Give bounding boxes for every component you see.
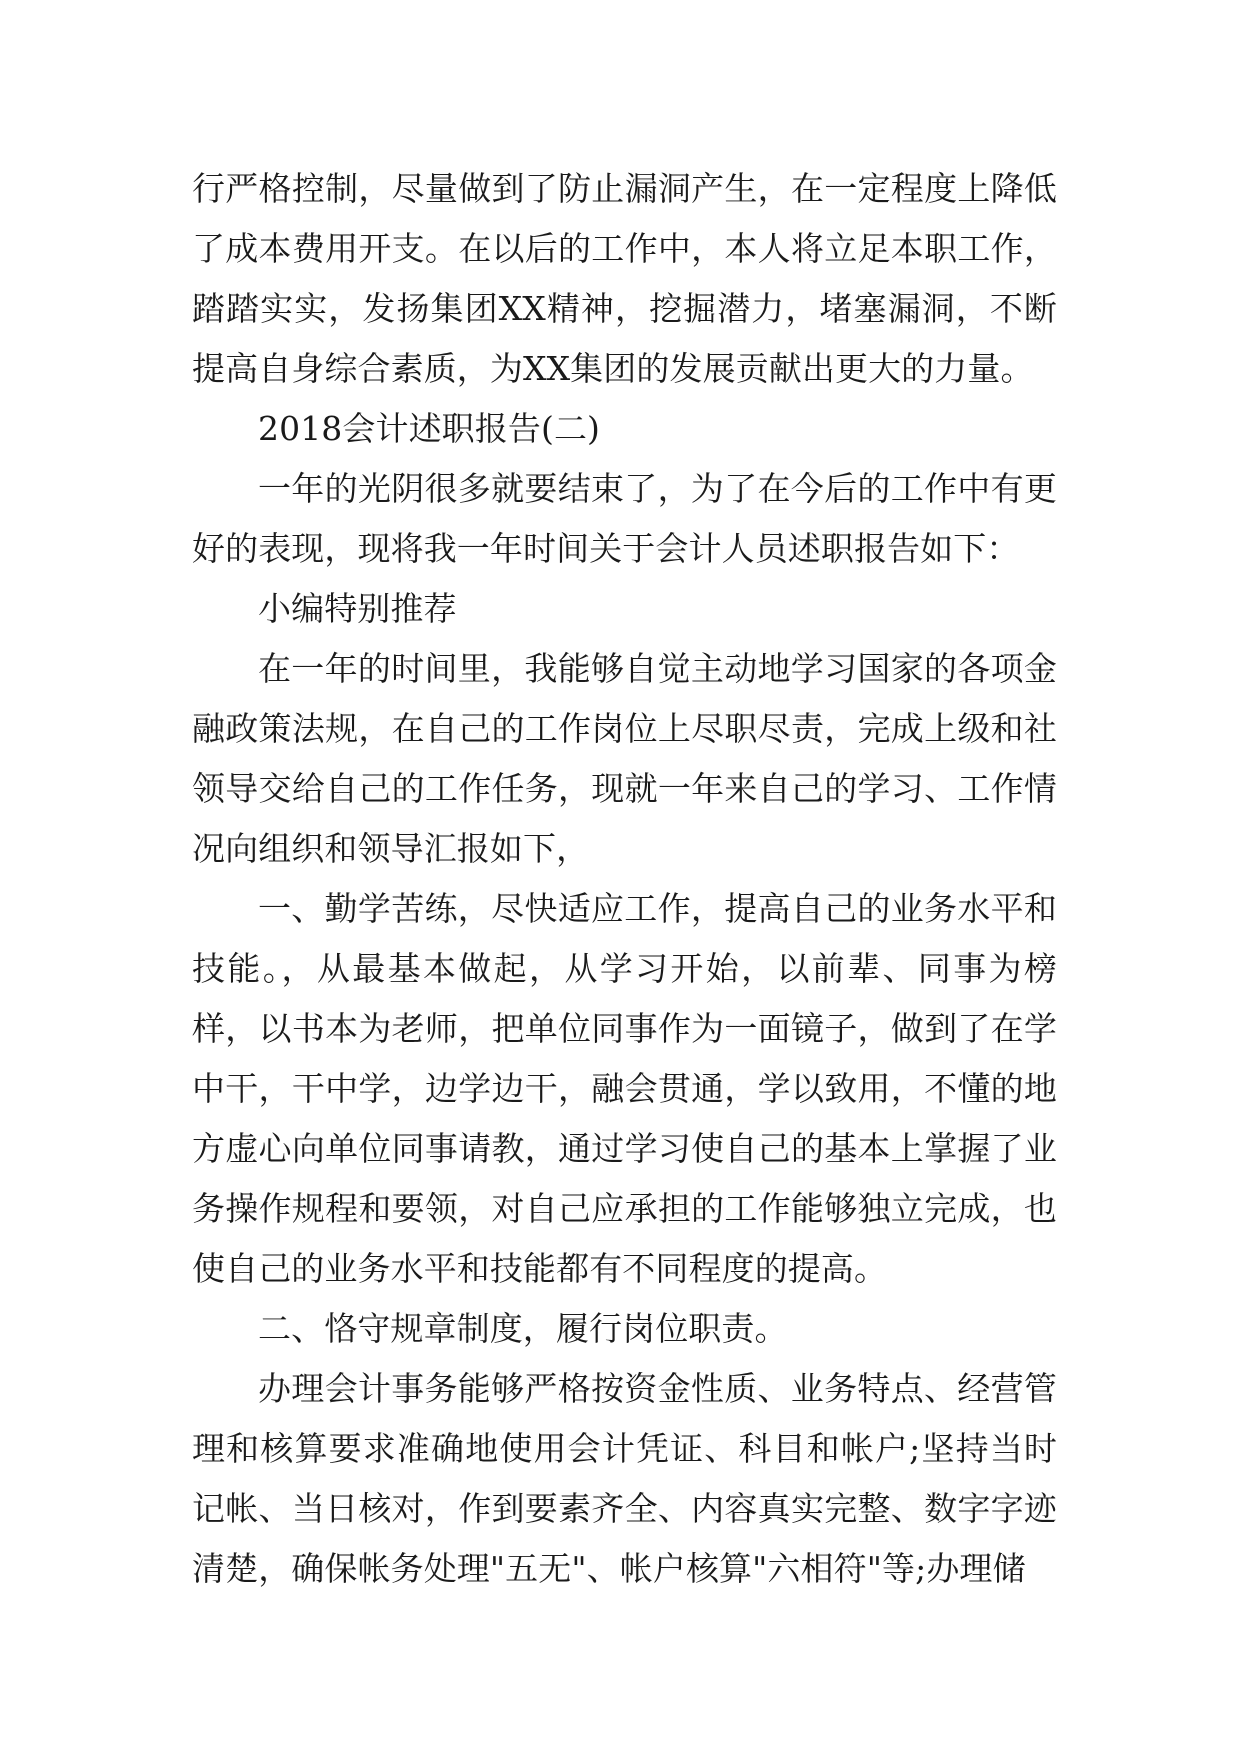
paragraph-continuation: 行严格控制，尽量做到了防止漏洞产生，在一定程度上降低了成本费用开支。在以后的工作中，本人将立足本职工作，踏踏实实，发扬集团XX精神，挖掘潜力，堵塞漏洞，不断提高自身综合素质，为XX集团的发展贡献出更大的力量。 xyxy=(192,169,1057,388)
report-subtitle: 2018会计述职报告(二) xyxy=(258,409,601,448)
paragraph-intro: 一年的光阴很多就要结束了，为了在今后的工作中有更好的表现，现将我一年时间关于会计人员述职报告如下： xyxy=(192,469,1057,568)
section-two-heading: 二、恪守规章制度，履行岗位职责。 xyxy=(258,1309,788,1348)
document-body xyxy=(192,159,1057,1599)
section-two-paragraph: 办理会计事务能够严格按资金性质、业务特点、经营管理和核算要求准确地使用会计凭证、科目和帐户;坚持当时记帐、当日核对，作到要素齐全、内容真实完整、数字字迹清楚，确保帐务处理"五无"、帐户核算"六相符"等;办理储 xyxy=(192,1369,1057,1588)
section-one-paragraph: 一、勤学苦练，尽快适应工作，提高自己的业务水平和技能。，从最基本做起，从学习开始，以前辈、同事为榜样，以书本为老师，把单位同事作为一面镜子，做到了在学中干，干中学，边学边干，融会贯通，学以致用，不懂的地方虚心向单位同事请教，通过学习使自己的基本上掌握了业务操作规程和要领，对自己应承担的工作能够独立完成，也使自己的业务水平和技能都有不同程度的提高。 xyxy=(192,889,1057,1288)
editor-recommendation: 小编特别推荐 xyxy=(258,589,457,628)
paragraph-overview: 在一年的时间里，我能够自觉主动地学习国家的各项金融政策法规，在自己的工作岗位上尽职尽责，完成上级和社领导交给自己的工作任务，现就一年来自己的学习、工作情况向组织和领导汇报如下， xyxy=(192,649,1057,868)
